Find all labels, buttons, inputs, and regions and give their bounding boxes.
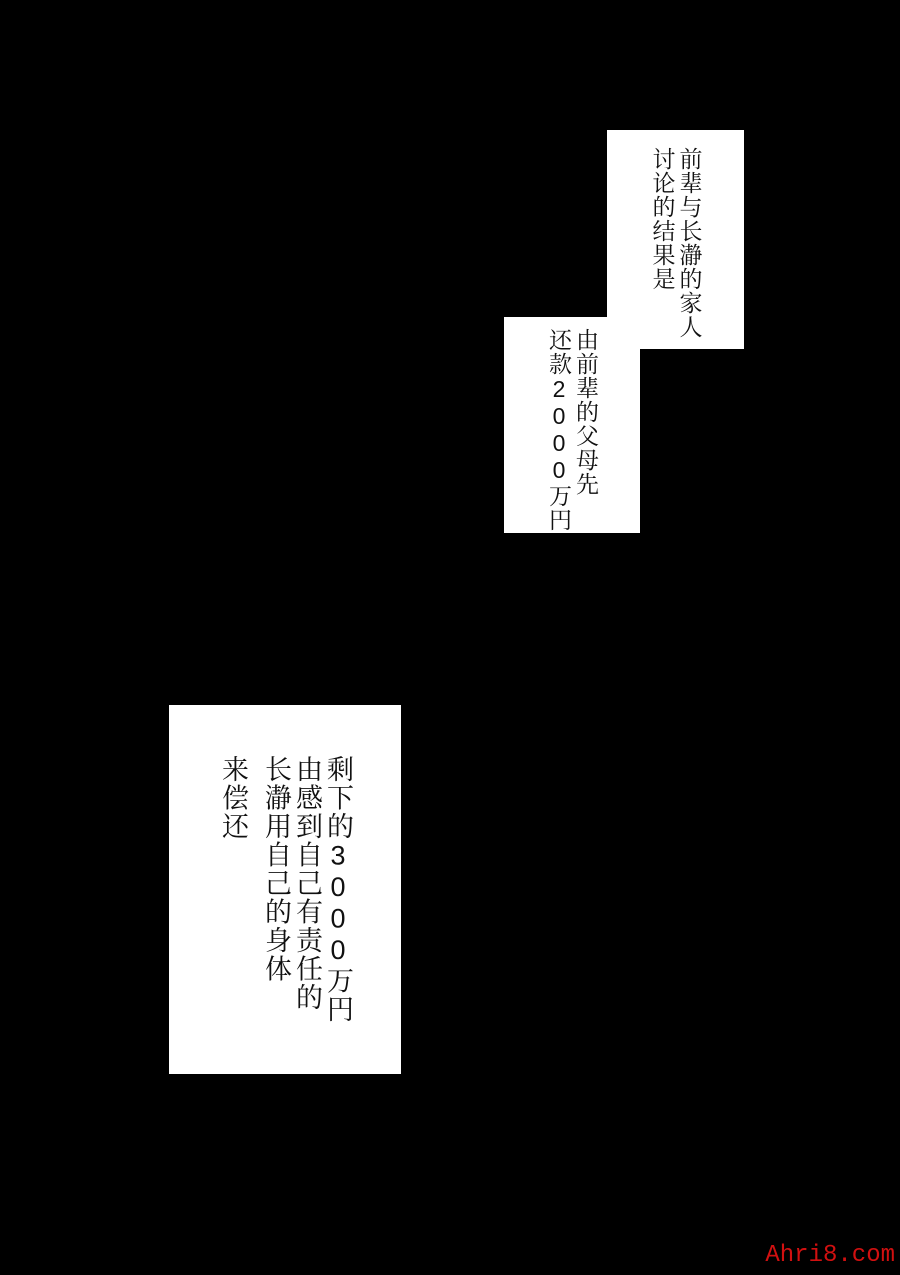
caption-column: 由感到自己有责任的: [292, 755, 322, 1012]
caption-text-block: [217, 755, 353, 1024]
watermark-text: Ahri8.com: [765, 1242, 895, 1269]
caption-text-block: [649, 147, 703, 339]
caption-column: 还款2000万円: [546, 328, 572, 532]
caption-column: 长瀞用自己的身体: [261, 755, 291, 984]
caption-column: 来偿还: [218, 755, 248, 841]
caption-box-bottom-left: [169, 705, 401, 1074]
caption-column: 前辈与长瀞的家人: [676, 147, 703, 339]
caption-box-middle: [504, 317, 640, 533]
caption-column: 剩下的3000万円: [323, 755, 353, 1024]
caption-column: 讨论的结果是: [649, 147, 676, 291]
caption-column: 由前辈的父母先: [573, 328, 599, 496]
caption-text-block: [545, 328, 599, 532]
